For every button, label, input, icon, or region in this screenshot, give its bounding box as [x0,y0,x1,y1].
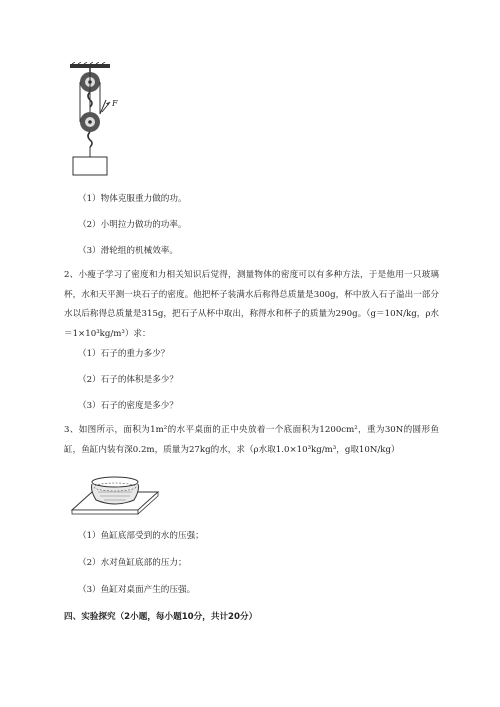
section4-heading: 四、实验探究（2小题，每小题10分，共计20分） [64,612,258,622]
force-label: F [112,99,118,108]
problem2-q3: （3）石子的密度是多少？ [78,401,178,411]
fish-tank-figure [70,470,160,516]
problem2-q2: （2）石子的体积是多少？ [78,375,178,385]
problem3-q3: （3）鱼缸对桌面产生的压强。 [78,585,196,595]
pulley-system-figure [66,62,126,178]
problem1-q1: （1）物体克服重力做的功。 [78,194,187,204]
ceiling-beam [70,64,110,68]
problem1-q2: （2）小明拉力做功的功率。 [78,220,187,230]
ceiling-hatch [72,62,105,64]
problem1-q3: （3）滑轮组的机械效率。 [78,246,178,256]
problem3-q2: （2）水对鱼缸底部的压力； [78,558,187,568]
problem3-q1: （1）鱼缸底部受到的水的压强； [78,531,204,541]
weight-block [73,157,107,175]
problem2-q1: （1）石子的重力多少？ [78,349,170,359]
fish-tank [92,477,139,504]
problem2-stem: 2、小瘦子学习了密度和力相关知识后觉得，测量物体的密度可以有多种方法，于是他用一只玻璃杯，水和天平测一块石子的密度。他把杯子装满水后称得总质量是300g，杯中放入石子溢出一部分水以后称得总质量是315g，把石子从杯中取出，称得水和杯子的质量为290g。（g＝10N/kg，ρ水＝1×10³kg/m³）求： [64,270,439,339]
problem3-stem: 3、如图所示，面积为1m²的水平桌面的正中央放着一个底面积为1200cm²，重为30N的圆形鱼缸，鱼缸内装有深0.2m，质量为27kg的水，求（ρ水取1.0×10³kg/m³，g取10N/kg） [64,425,439,455]
